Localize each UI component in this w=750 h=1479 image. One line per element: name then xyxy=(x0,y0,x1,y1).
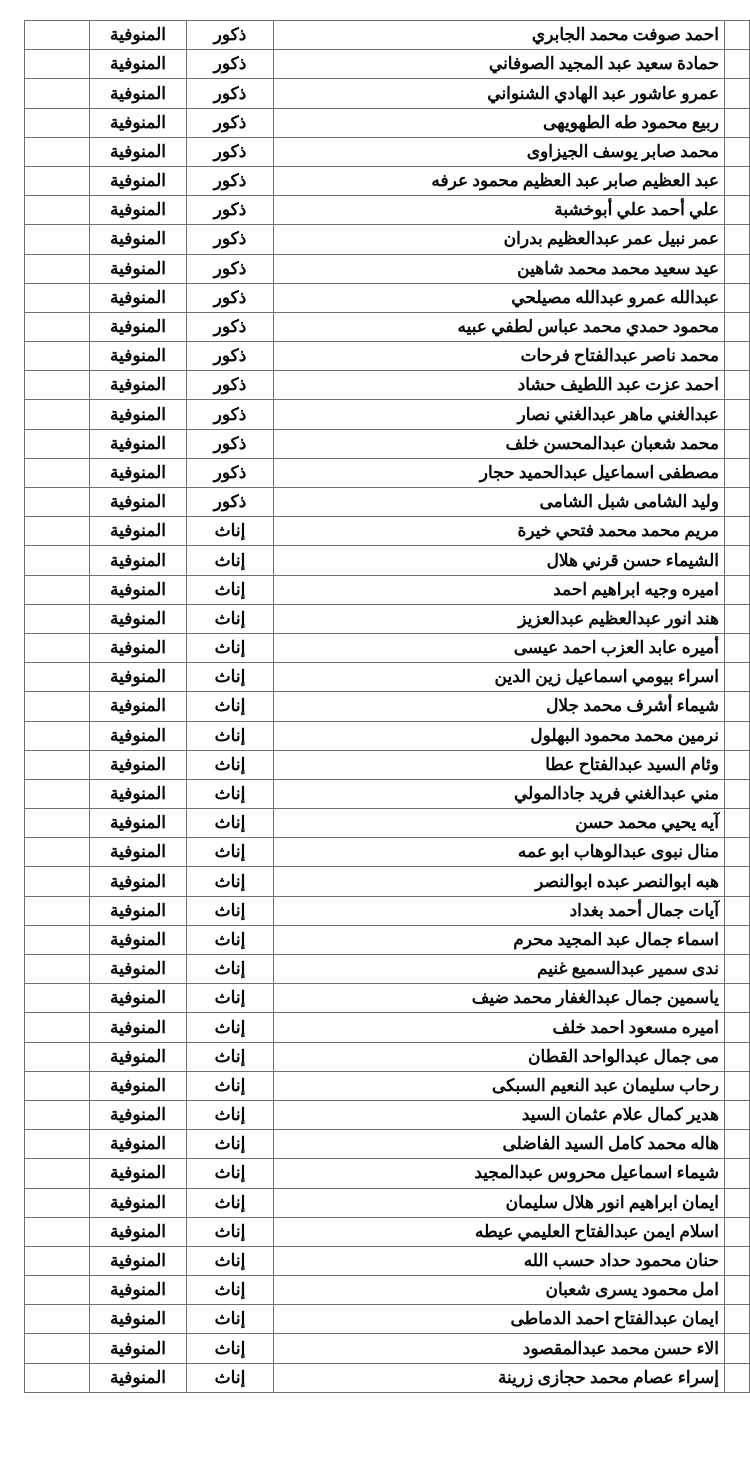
cell-gender: إناث xyxy=(187,896,274,925)
cell-blank xyxy=(25,1305,90,1334)
cell-name: حنان محمود حداد حسب الله xyxy=(274,1246,725,1275)
cell-gender: إناث xyxy=(187,1276,274,1305)
row-edge-cell xyxy=(725,458,750,487)
cell-name: مى جمال عبدالواحد القطان xyxy=(274,1042,725,1071)
table-row xyxy=(25,604,750,633)
cell-governorate: المنوفية xyxy=(90,342,187,371)
cell-blank xyxy=(25,1071,90,1100)
row-edge-cell xyxy=(725,663,750,692)
cell-governorate: المنوفية xyxy=(90,896,187,925)
cell-gender: إناث xyxy=(187,809,274,838)
row-edge-cell xyxy=(725,283,750,312)
cell-name: مريم محمد محمد فتحي خيرة xyxy=(274,517,725,546)
table-row xyxy=(25,1217,750,1246)
cell-governorate: المنوفية xyxy=(90,488,187,517)
cell-gender: إناث xyxy=(187,867,274,896)
table-row xyxy=(25,809,750,838)
table-row xyxy=(25,1100,750,1129)
table-row xyxy=(25,166,750,195)
row-edge-cell xyxy=(725,1188,750,1217)
cell-gender: إناث xyxy=(187,1334,274,1363)
cell-blank xyxy=(25,809,90,838)
table-row xyxy=(25,1130,750,1159)
cell-governorate: المنوفية xyxy=(90,21,187,50)
cell-blank xyxy=(25,546,90,575)
cell-governorate: المنوفية xyxy=(90,1130,187,1159)
table-row xyxy=(25,342,750,371)
cell-governorate: المنوفية xyxy=(90,371,187,400)
table-row xyxy=(25,955,750,984)
row-edge-cell xyxy=(725,575,750,604)
names-table-body xyxy=(25,21,750,1393)
cell-blank xyxy=(25,517,90,546)
cell-governorate: المنوفية xyxy=(90,283,187,312)
row-edge-cell xyxy=(725,1013,750,1042)
cell-name: وئام السيد عبدالفتاح عطا xyxy=(274,750,725,779)
cell-name: مني عبدالغني فريد جادالمولي xyxy=(274,779,725,808)
table-row xyxy=(25,137,750,166)
cell-gender: إناث xyxy=(187,925,274,954)
cell-gender: ذكور xyxy=(187,225,274,254)
row-edge-cell xyxy=(725,21,750,50)
cell-name: وليد الشامى شبل الشامى xyxy=(274,488,725,517)
cell-governorate: المنوفية xyxy=(90,750,187,779)
table-row xyxy=(25,663,750,692)
table-row xyxy=(25,312,750,341)
row-edge-cell xyxy=(725,838,750,867)
cell-gender: إناث xyxy=(187,1246,274,1275)
row-edge-cell xyxy=(725,1246,750,1275)
cell-blank xyxy=(25,1100,90,1129)
cell-blank xyxy=(25,254,90,283)
cell-governorate: المنوفية xyxy=(90,1217,187,1246)
row-edge-cell xyxy=(725,1159,750,1188)
table-row xyxy=(25,400,750,429)
row-edge-cell xyxy=(725,429,750,458)
cell-blank xyxy=(25,867,90,896)
cell-gender: ذكور xyxy=(187,283,274,312)
cell-name: شيماء اسماعيل محروس عبدالمجيد xyxy=(274,1159,725,1188)
row-edge-cell xyxy=(725,955,750,984)
cell-name: احمد عزت عبد اللطيف حشاد xyxy=(274,371,725,400)
cell-gender: ذكور xyxy=(187,79,274,108)
cell-name: ياسمين جمال عبدالغفار محمد ضيف xyxy=(274,984,725,1013)
cell-name: ايمان عبدالفتاح احمد الدماطى xyxy=(274,1305,725,1334)
table-row xyxy=(25,108,750,137)
table-row xyxy=(25,867,750,896)
row-edge-cell xyxy=(725,1334,750,1363)
cell-blank xyxy=(25,955,90,984)
cell-governorate: المنوفية xyxy=(90,79,187,108)
cell-blank xyxy=(25,1217,90,1246)
cell-blank xyxy=(25,692,90,721)
table-row xyxy=(25,1305,750,1334)
cell-governorate: المنوفية xyxy=(90,50,187,79)
cell-name: أميره عابد العزب احمد عيسى xyxy=(274,633,725,662)
cell-governorate: المنوفية xyxy=(90,312,187,341)
row-edge-cell xyxy=(725,517,750,546)
cell-blank xyxy=(25,400,90,429)
cell-blank xyxy=(25,1276,90,1305)
table-row xyxy=(25,750,750,779)
cell-governorate: المنوفية xyxy=(90,779,187,808)
cell-gender: ذكور xyxy=(187,342,274,371)
cell-governorate: المنوفية xyxy=(90,984,187,1013)
row-edge-cell xyxy=(725,1130,750,1159)
cell-governorate: المنوفية xyxy=(90,1363,187,1392)
cell-name: محمود حمدي محمد عباس لطفي عبيه xyxy=(274,312,725,341)
cell-gender: ذكور xyxy=(187,400,274,429)
cell-blank xyxy=(25,225,90,254)
row-edge-cell xyxy=(725,1363,750,1392)
cell-governorate: المنوفية xyxy=(90,1100,187,1129)
cell-gender: إناث xyxy=(187,1363,274,1392)
table-row xyxy=(25,429,750,458)
row-edge-cell xyxy=(725,225,750,254)
cell-gender: ذكور xyxy=(187,371,274,400)
row-edge-cell xyxy=(725,1100,750,1129)
row-edge-cell xyxy=(725,1305,750,1334)
cell-governorate: المنوفية xyxy=(90,721,187,750)
cell-governorate: المنوفية xyxy=(90,692,187,721)
cell-blank xyxy=(25,1334,90,1363)
cell-name: اميره وجيه ابراهيم احمد xyxy=(274,575,725,604)
cell-name: نرمين محمد محمود البهلول xyxy=(274,721,725,750)
table-row xyxy=(25,254,750,283)
cell-blank xyxy=(25,575,90,604)
table-row xyxy=(25,458,750,487)
cell-governorate: المنوفية xyxy=(90,225,187,254)
cell-name: هبه ابوالنصر عبده ابوالنصر xyxy=(274,867,725,896)
cell-name: آيه يحيي محمد حسن xyxy=(274,809,725,838)
cell-name: شيماء أشرف محمد جلال xyxy=(274,692,725,721)
cell-blank xyxy=(25,458,90,487)
cell-governorate: المنوفية xyxy=(90,663,187,692)
cell-name: امل محمود يسرى شعبان xyxy=(274,1276,725,1305)
table-row xyxy=(25,779,750,808)
cell-blank xyxy=(25,984,90,1013)
cell-blank xyxy=(25,108,90,137)
cell-governorate: المنوفية xyxy=(90,166,187,195)
cell-name: اسماء جمال عبد المجيد محرم xyxy=(274,925,725,954)
cell-governorate: المنوفية xyxy=(90,254,187,283)
cell-gender: ذكور xyxy=(187,458,274,487)
row-edge-cell xyxy=(725,692,750,721)
cell-name: عبدالغني ماهر عبدالغني نصار xyxy=(274,400,725,429)
cell-blank xyxy=(25,779,90,808)
cell-name: هدير كمال علام عثمان السيد xyxy=(274,1100,725,1129)
row-edge-cell xyxy=(725,896,750,925)
row-edge-cell xyxy=(725,1071,750,1100)
cell-governorate: المنوفية xyxy=(90,546,187,575)
cell-name: منال نبوى عبدالوهاب ابو عمه xyxy=(274,838,725,867)
row-edge-cell xyxy=(725,488,750,517)
cell-governorate: المنوفية xyxy=(90,867,187,896)
cell-gender: إناث xyxy=(187,838,274,867)
cell-name: احمد صوفت محمد الجابري xyxy=(274,21,725,50)
cell-governorate: المنوفية xyxy=(90,1159,187,1188)
cell-gender: إناث xyxy=(187,575,274,604)
cell-gender: ذكور xyxy=(187,108,274,137)
table-row xyxy=(25,1159,750,1188)
row-edge-cell xyxy=(725,750,750,779)
cell-blank xyxy=(25,1042,90,1071)
cell-blank xyxy=(25,50,90,79)
cell-blank xyxy=(25,925,90,954)
table-row xyxy=(25,371,750,400)
names-table-container xyxy=(25,20,750,1393)
table-row xyxy=(25,1042,750,1071)
cell-gender: إناث xyxy=(187,1013,274,1042)
cell-blank xyxy=(25,137,90,166)
cell-name: ايمان ابراهيم انور هلال سليمان xyxy=(274,1188,725,1217)
table-row xyxy=(25,838,750,867)
cell-name: محمد شعبان عبدالمحسن خلف xyxy=(274,429,725,458)
cell-gender: ذكور xyxy=(187,166,274,195)
cell-blank xyxy=(25,488,90,517)
cell-gender: إناث xyxy=(187,1130,274,1159)
cell-name: الاء حسن محمد عبدالمقصود xyxy=(274,1334,725,1363)
table-row xyxy=(25,1071,750,1100)
cell-gender: إناث xyxy=(187,1071,274,1100)
cell-blank xyxy=(25,166,90,195)
table-row xyxy=(25,721,750,750)
cell-name: ندى سمير عبدالسميع غنيم xyxy=(274,955,725,984)
table-row xyxy=(25,283,750,312)
cell-governorate: المنوفية xyxy=(90,108,187,137)
cell-blank xyxy=(25,1246,90,1275)
cell-name: عمر نبيل عمر عبدالعظيم بدران xyxy=(274,225,725,254)
cell-governorate: المنوفية xyxy=(90,604,187,633)
cell-blank xyxy=(25,750,90,779)
cell-name: هاله محمد كامل السيد الفاضلى xyxy=(274,1130,725,1159)
cell-blank xyxy=(25,1013,90,1042)
cell-governorate: المنوفية xyxy=(90,196,187,225)
cell-blank xyxy=(25,1363,90,1392)
cell-gender: إناث xyxy=(187,1159,274,1188)
cell-name: مصطفى اسماعيل عبدالحميد حجار xyxy=(274,458,725,487)
cell-governorate: المنوفية xyxy=(90,1334,187,1363)
table-row xyxy=(25,692,750,721)
cell-blank xyxy=(25,663,90,692)
cell-blank xyxy=(25,604,90,633)
cell-name: الشيماء حسن قرني هلال xyxy=(274,546,725,575)
row-edge-cell xyxy=(725,633,750,662)
cell-name: عيد سعيد محمد محمد شاهين xyxy=(274,254,725,283)
table-row xyxy=(25,546,750,575)
row-edge-cell xyxy=(725,400,750,429)
row-edge-cell xyxy=(725,108,750,137)
cell-name: عبد العظيم صابر عبد العظيم محمود عرفه xyxy=(274,166,725,195)
table-row xyxy=(25,79,750,108)
row-edge-cell xyxy=(725,546,750,575)
row-edge-cell xyxy=(725,1042,750,1071)
cell-gender: ذكور xyxy=(187,196,274,225)
table-row xyxy=(25,1334,750,1363)
row-edge-cell xyxy=(725,166,750,195)
row-edge-cell xyxy=(725,137,750,166)
cell-blank xyxy=(25,312,90,341)
cell-blank xyxy=(25,1130,90,1159)
cell-blank xyxy=(25,896,90,925)
cell-gender: ذكور xyxy=(187,488,274,517)
cell-gender: إناث xyxy=(187,721,274,750)
cell-governorate: المنوفية xyxy=(90,1188,187,1217)
cell-gender: ذكور xyxy=(187,50,274,79)
cell-name: عمرو عاشور عبد الهادي الشنواني xyxy=(274,79,725,108)
cell-gender: إناث xyxy=(187,663,274,692)
row-edge-cell xyxy=(725,50,750,79)
cell-name: اسراء بيومي اسماعيل زين الدين xyxy=(274,663,725,692)
cell-blank xyxy=(25,1188,90,1217)
cell-blank xyxy=(25,79,90,108)
table-row xyxy=(25,196,750,225)
row-edge-cell xyxy=(725,604,750,633)
cell-blank xyxy=(25,1159,90,1188)
cell-governorate: المنوفية xyxy=(90,429,187,458)
table-row xyxy=(25,984,750,1013)
row-edge-cell xyxy=(725,984,750,1013)
cell-gender: إناث xyxy=(187,779,274,808)
cell-blank xyxy=(25,721,90,750)
table-row xyxy=(25,225,750,254)
cell-name: ربيع محمود طه الطهويهى xyxy=(274,108,725,137)
cell-gender: إناث xyxy=(187,955,274,984)
row-edge-cell xyxy=(725,779,750,808)
table-row xyxy=(25,1363,750,1392)
table-row xyxy=(25,50,750,79)
cell-gender: إناث xyxy=(187,984,274,1013)
cell-blank xyxy=(25,633,90,662)
cell-gender: إناث xyxy=(187,546,274,575)
cell-gender: إناث xyxy=(187,1217,274,1246)
cell-blank xyxy=(25,196,90,225)
cell-name: آيات جمال أحمد بغداد xyxy=(274,896,725,925)
row-edge-cell xyxy=(725,342,750,371)
cell-blank xyxy=(25,342,90,371)
cell-name: عبدالله عمرو عبدالله مصيلحي xyxy=(274,283,725,312)
cell-blank xyxy=(25,429,90,458)
cell-name: إسراء عصام محمد حجازى زرينة xyxy=(274,1363,725,1392)
table-row xyxy=(25,1188,750,1217)
row-edge-cell xyxy=(725,371,750,400)
cell-governorate: المنوفية xyxy=(90,1013,187,1042)
row-edge-cell xyxy=(725,79,750,108)
cell-gender: إناث xyxy=(187,750,274,779)
cell-governorate: المنوفية xyxy=(90,925,187,954)
cell-name: رحاب سليمان عبد النعيم السبكى xyxy=(274,1071,725,1100)
cell-name: اميره مسعود احمد خلف xyxy=(274,1013,725,1042)
table-row xyxy=(25,517,750,546)
row-edge-cell xyxy=(725,1276,750,1305)
cell-name: اسلام ايمن عبدالفتاح العليمي عيطه xyxy=(274,1217,725,1246)
cell-governorate: المنوفية xyxy=(90,517,187,546)
cell-gender: إناث xyxy=(187,517,274,546)
cell-gender: إناث xyxy=(187,1042,274,1071)
cell-governorate: المنوفية xyxy=(90,575,187,604)
table-row xyxy=(25,488,750,517)
cell-gender: إناث xyxy=(187,633,274,662)
cell-blank xyxy=(25,283,90,312)
cell-blank xyxy=(25,21,90,50)
cell-gender: ذكور xyxy=(187,312,274,341)
cell-governorate: المنوفية xyxy=(90,137,187,166)
table-row xyxy=(25,1246,750,1275)
cell-gender: ذكور xyxy=(187,429,274,458)
cell-gender: إناث xyxy=(187,1100,274,1129)
row-edge-cell xyxy=(725,1217,750,1246)
row-edge-cell xyxy=(725,196,750,225)
cell-name: محمد صابر يوسف الجيزاوى xyxy=(274,137,725,166)
cell-gender: ذكور xyxy=(187,254,274,283)
table-row xyxy=(25,1276,750,1305)
names-table xyxy=(24,20,750,1393)
cell-governorate: المنوفية xyxy=(90,1246,187,1275)
cell-name: هند انور عبدالعظيم عبدالعزيز xyxy=(274,604,725,633)
cell-name: حمادة سعيد عبد المجيد الصوفاني xyxy=(274,50,725,79)
table-row xyxy=(25,925,750,954)
cell-governorate: المنوفية xyxy=(90,633,187,662)
table-row xyxy=(25,896,750,925)
table-row xyxy=(25,1013,750,1042)
cell-blank xyxy=(25,371,90,400)
table-row xyxy=(25,633,750,662)
cell-governorate: المنوفية xyxy=(90,1305,187,1334)
row-edge-cell xyxy=(725,925,750,954)
row-edge-cell xyxy=(725,867,750,896)
cell-governorate: المنوفية xyxy=(90,955,187,984)
cell-gender: إناث xyxy=(187,692,274,721)
row-edge-cell xyxy=(725,312,750,341)
row-edge-cell xyxy=(725,721,750,750)
cell-gender: ذكور xyxy=(187,21,274,50)
cell-gender: إناث xyxy=(187,1305,274,1334)
cell-gender: إناث xyxy=(187,604,274,633)
cell-governorate: المنوفية xyxy=(90,458,187,487)
cell-governorate: المنوفية xyxy=(90,809,187,838)
cell-governorate: المنوفية xyxy=(90,838,187,867)
row-edge-cell xyxy=(725,254,750,283)
cell-blank xyxy=(25,838,90,867)
cell-governorate: المنوفية xyxy=(90,400,187,429)
cell-governorate: المنوفية xyxy=(90,1276,187,1305)
cell-gender: ذكور xyxy=(187,137,274,166)
table-row xyxy=(25,21,750,50)
cell-gender: إناث xyxy=(187,1188,274,1217)
cell-name: محمد ناصر عبدالفتاح فرحات xyxy=(274,342,725,371)
table-row xyxy=(25,575,750,604)
row-edge-cell xyxy=(725,809,750,838)
cell-name: علي أحمد علي أبوخشبة xyxy=(274,196,725,225)
cell-governorate: المنوفية xyxy=(90,1071,187,1100)
cell-governorate: المنوفية xyxy=(90,1042,187,1071)
